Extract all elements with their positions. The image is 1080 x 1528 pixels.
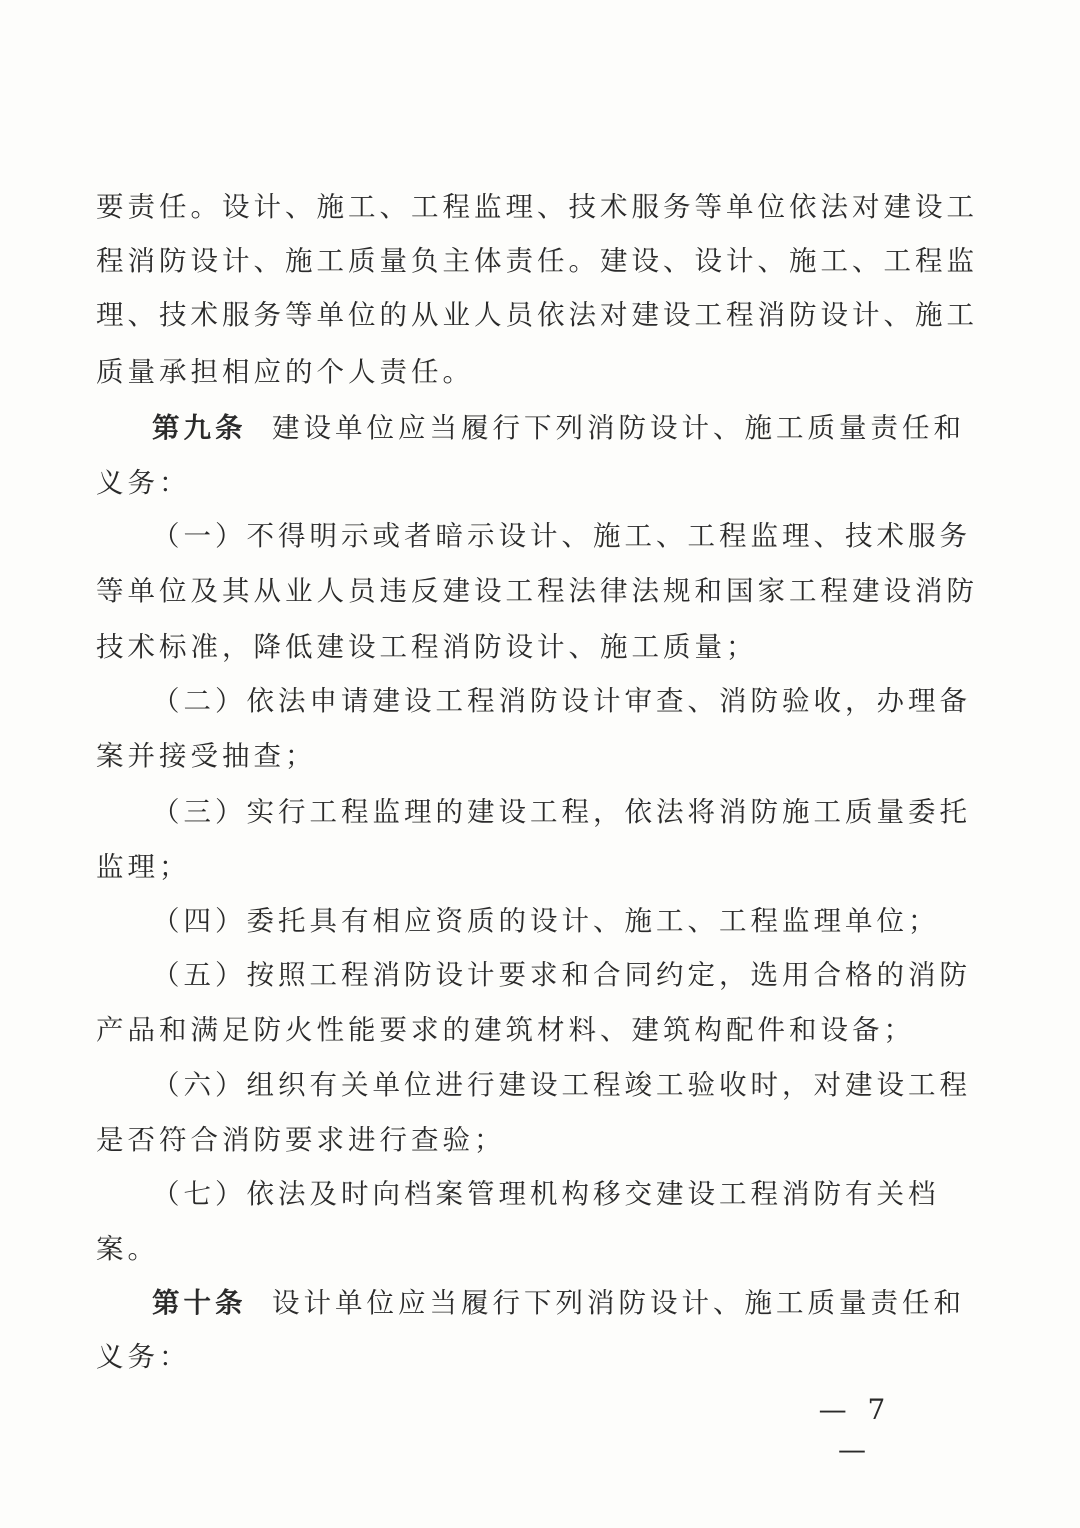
article-9-item-7: （七）依法及时向档案管理机构移交建设工程消防有关档 (152, 1178, 940, 1210)
article-9-intro-continued: 义务： (96, 467, 191, 499)
article-9-item-6: （六）组织有关单位进行建设工程竣工验收时，对建设工程 (152, 1069, 971, 1101)
article-9-item-1-cont: 等单位及其从业人员违反建设工程法律法规和国家工程建设消防 (96, 575, 978, 607)
article-9-item-3: （三）实行工程监理的建设工程，依法将消防施工质量委托 (152, 796, 971, 828)
article-9-item-6-cont: 是否符合消防要求进行查验； (96, 1124, 506, 1156)
article-9-heading: 第九条 (152, 412, 247, 444)
article-10-paragraph (152, 1283, 965, 1323)
article-9-item-3-cont: 监理； (96, 851, 191, 883)
article-9-item-7-cont: 案。 (96, 1233, 159, 1265)
article-9-item-5-cont: 产品和满足防火性能要求的建筑材料、建筑构配件和设备； (96, 1014, 915, 1046)
article-9-item-1-cont: 技术标准，降低建设工程消防设计、施工质量； (96, 631, 758, 663)
article-9-item-5: （五）按照工程消防设计要求和合同约定，选用合格的消防 (152, 959, 971, 991)
body-text-line: 程消防设计、施工质量负主体责任。建设、设计、施工、工程监 (96, 245, 978, 277)
article-9-item-2-cont: 案并接受抽查； (96, 740, 317, 772)
article-10-heading: 第十条 (152, 1287, 247, 1319)
body-text-line: 质量承担相应的个人责任。 (96, 356, 474, 388)
article-10-intro: 设计单位应当履行下列消防设计、施工质量责任和 (271, 1287, 965, 1319)
article-9-item-1: （一）不得明示或者暗示设计、施工、工程监理、技术服务 (152, 520, 971, 552)
article-10-intro-continued: 义务： (96, 1341, 191, 1373)
page-number: — 7 — (818, 1393, 892, 1466)
article-9-intro: 建设单位应当履行下列消防设计、施工质量责任和 (271, 412, 965, 444)
article-9-paragraph (152, 408, 965, 448)
article-9-item-2: （二）依法申请建设工程消防设计审查、消防验收，办理备 (152, 685, 971, 717)
article-9-item-4: （四）委托具有相应资质的设计、施工、工程监理单位； (152, 905, 940, 937)
body-text-line: 要责任。设计、施工、工程监理、技术服务等单位依法对建设工 (96, 191, 978, 223)
body-text-line: 理、技术服务等单位的从业人员依法对建设工程消防设计、施工 (96, 299, 978, 331)
